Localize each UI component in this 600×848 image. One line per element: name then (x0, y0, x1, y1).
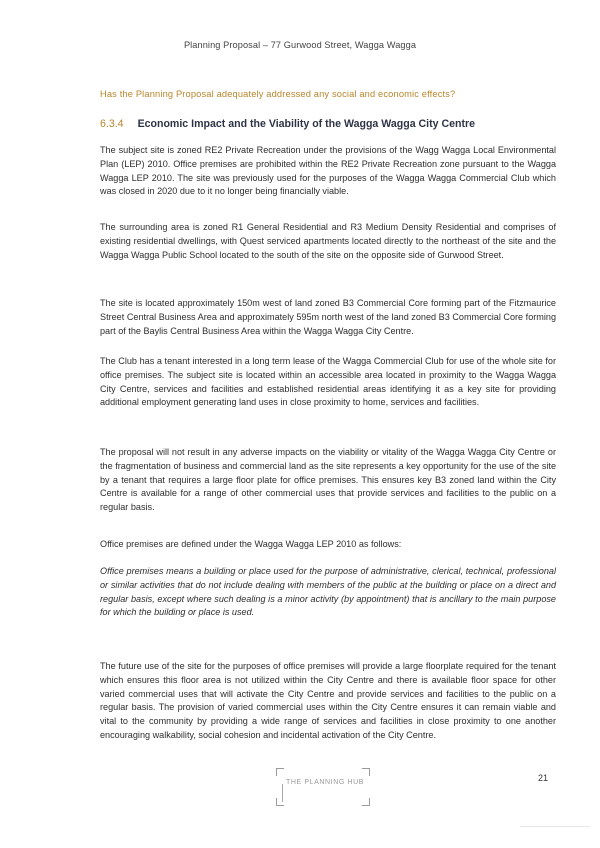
paragraph: The proposal will not result in any adverse impacts on the viability or vitality of the Wagga Wagga City Centre or the fragmentation of business and commercial land as the site represents a key opportunity for the use of the site by a tenant that requires a large floor plate for office premises. This ensures key B3 zoned land within the City Centre is available for a range of other commercial uses that provide services and facilities to the public on a regular basis. (100, 447, 556, 513)
paragraph: The site is located approximately 150m west of land zoned B3 Commercial Core forming part of the Fitzmaurice Street Central Business Area and approximately 595m north west of the land zoned B3 Commercial Core forming part of the Baylis Central Business Area within the Wagga Wagga City Centre. (100, 298, 556, 336)
section-question: Has the Planning Proposal adequately addressed any social and economic effects? (100, 89, 456, 99)
section-number: 6.3.4 (100, 118, 124, 130)
paragraph: The Club has a tenant interested in a long term lease of the Wagga Commercial Club for use of the whole site for office premises. The subject site is located within an accessible area located in proximity to the Wagga Wagga City Centre, services and facilities and established residential areas identifying it as a key site for providing additional employment generating land uses in close proximity to home, services and facilities. (100, 356, 556, 408)
logo-text: THE PLANNING HUB (286, 779, 365, 786)
page-number: 21 (538, 773, 549, 783)
paragraph: The subject site is zoned RE2 Private Recreation under the provisions of the Wagg Wagga Local Environmental Plan (LEP) 2010. Office premises are prohibited within the RE2 Private Recreation zone pursuant to the Wagga Wagga LEP 2010. The site was previously used for the purposes of the Wagga Wagga Commercial Club which was closed in 2020 due to it no longer being financially viable. (100, 145, 556, 197)
paragraph: The future use of the site for the purposes of office premises will provide a large floorplate required for the tenant which ensures this floor area is not utilized within the City Centre and there is available floor space for other varied commercial uses that will activate the City Centre and provide services and facilities to the public on a regular basis. The provision of varied commercial uses within the City Centre ensures it can remain viable and vital to the community by providing a wide range of services and facilities in close proximity to one another encouraging walkability, social cohesion and incidental activation of the City Centre. (100, 661, 556, 740)
definition-quote: Office premises means a building or place used for the purpose of administrative, clerical, technical, professional or similar activities that do not include dealing with members of the public at the building or place on a direct and regular basis, except where such dealing is a minor activity (by appointment) that is ancillary to the main purpose for which the building or place is used. (100, 566, 556, 618)
planning-hub-logo (276, 768, 370, 806)
running-header: Planning Proposal – 77 Gurwood Street, Wagga Wagga (183, 40, 417, 50)
section-heading (100, 118, 475, 130)
paragraph: Office premises are defined under the Wagga Wagga LEP 2010 as follows: (100, 539, 402, 549)
section-title: Economic Impact and the Viability of the Wagga Wagga City Centre (137, 118, 476, 130)
paragraph: The surrounding area is zoned R1 General Residential and R3 Medium Density Residential and comprises of existing residential dwellings, with Quest serviced apartments located directly to the northeast of the site and the Wagga Wagga Public School located to the south of the site on the opposite side of Gurwood Street. (100, 222, 556, 260)
scan-artifact-line (520, 826, 590, 827)
